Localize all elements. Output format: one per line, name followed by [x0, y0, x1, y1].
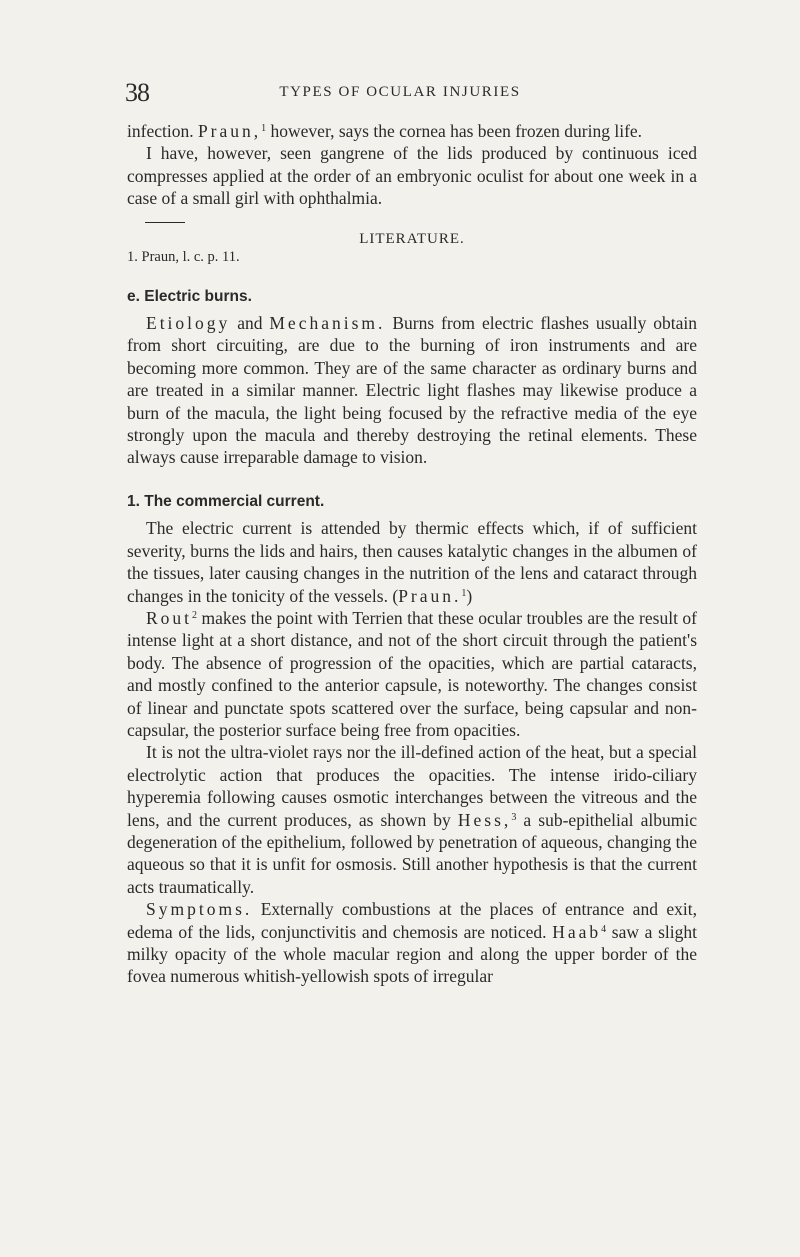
literature-heading: LITERATURE.: [359, 230, 465, 247]
footnote: 1. Praun, l. c. p. 11.: [127, 248, 240, 265]
paragraph-thermic-effects: The electric current is attended by thermic effects which, if of sufficient severity, burns the lids and hairs, then causes katalytic changes in the albumen of the tissues, later causing changes in the nutrition of the lens and cataract through changes in the tonicity of the vessels. (Praun.$^1$): [127, 518, 697, 606]
author-hess: Hess,: [457, 809, 512, 830]
footnote-rule: [145, 222, 185, 223]
paragraph-infection: infection. Praun,$^1$ however, says the cornea has been frozen during life.: [127, 121, 643, 141]
paragraph-rout: Rout$^2$ makes the point with Terrien that these ocular troubles are the result of intense light at a short distance, and not of the short circuit through the patient's body. The absence of progression of the opacities, which are partial cataracts, and mostly confined to the anterior capsule, is noteworthy. The changes consist of linear and punctate spots scattered over the surface, being capsular and non-capsular, the posterior surface being free from opacities.: [127, 607, 698, 740]
author-praun: Praun,: [197, 121, 262, 141]
author-haab: Haab: [552, 921, 602, 942]
footnote-ref: 2: [192, 609, 198, 621]
body-text: [127, 120, 697, 988]
footnote-ref: 3: [511, 811, 517, 823]
running-title: TYPES OF OCULAR INJURIES: [279, 84, 521, 100]
paragraph-symptoms: Symptoms. Externally combustions at the places of entrance and exit, edema of the lids, conjunctivitis and chemosis are noticed. Haab$^4$ saw a slight milky opacity of the whole macular region and along the upper border of the fovea numerous whitish-yellowish spots of irregular: [127, 899, 698, 987]
author-praun: Praun.: [398, 585, 462, 606]
footnote-ref: 4: [601, 923, 607, 935]
page-number: 38: [125, 78, 149, 107]
section-heading-electric-burns: e. Electric burns.: [127, 287, 252, 305]
author-rout: Rout: [146, 607, 193, 628]
paragraph-etiology: Etiology and Mechanism. Burns from electric flashes usually obtain from short circuiting, are due to the burning of iron instruments and are becoming more common. They are of the same character as ordinary burns and are treated in a similar manner. Electric light flashes may likewise produce a burn of the macula, the light being focused by the refractive media of the eye strongly upon the macula and thereby destroying the retinal elements. These always cause irreparable damage to vision.: [127, 313, 698, 468]
section-heading-commercial-current: 1. The commercial current.: [127, 492, 325, 510]
literature-block: [127, 218, 697, 266]
footnote-ref: 1: [461, 587, 467, 599]
paragraph-gangrene: I have, however, seen gangrene of the lids produced by continuous iced compresses applied at the order of an embryonic oculist for about one week in a case of a small girl with ophthalmia.: [127, 143, 697, 209]
page-header: [0, 78, 800, 108]
footnote-ref: 1: [261, 123, 267, 134]
paragraph-electrolytic: It is not the ultra-violet rays nor the ill-defined action of the heat, but a special electrolytic action that produces the opacities. The intense irido-ciliary hyperemia following causes osmotic interchanges between the vitreous and the lens, and the current produces, as shown by Hess,$^3$ a sub-epithelial albumic degeneration of the epithelium, followed by penetration of aqueous, changing the aqueous so that it is unfit for osmosis. Still another hypothesis is that the current acts traumatically.: [127, 742, 698, 897]
